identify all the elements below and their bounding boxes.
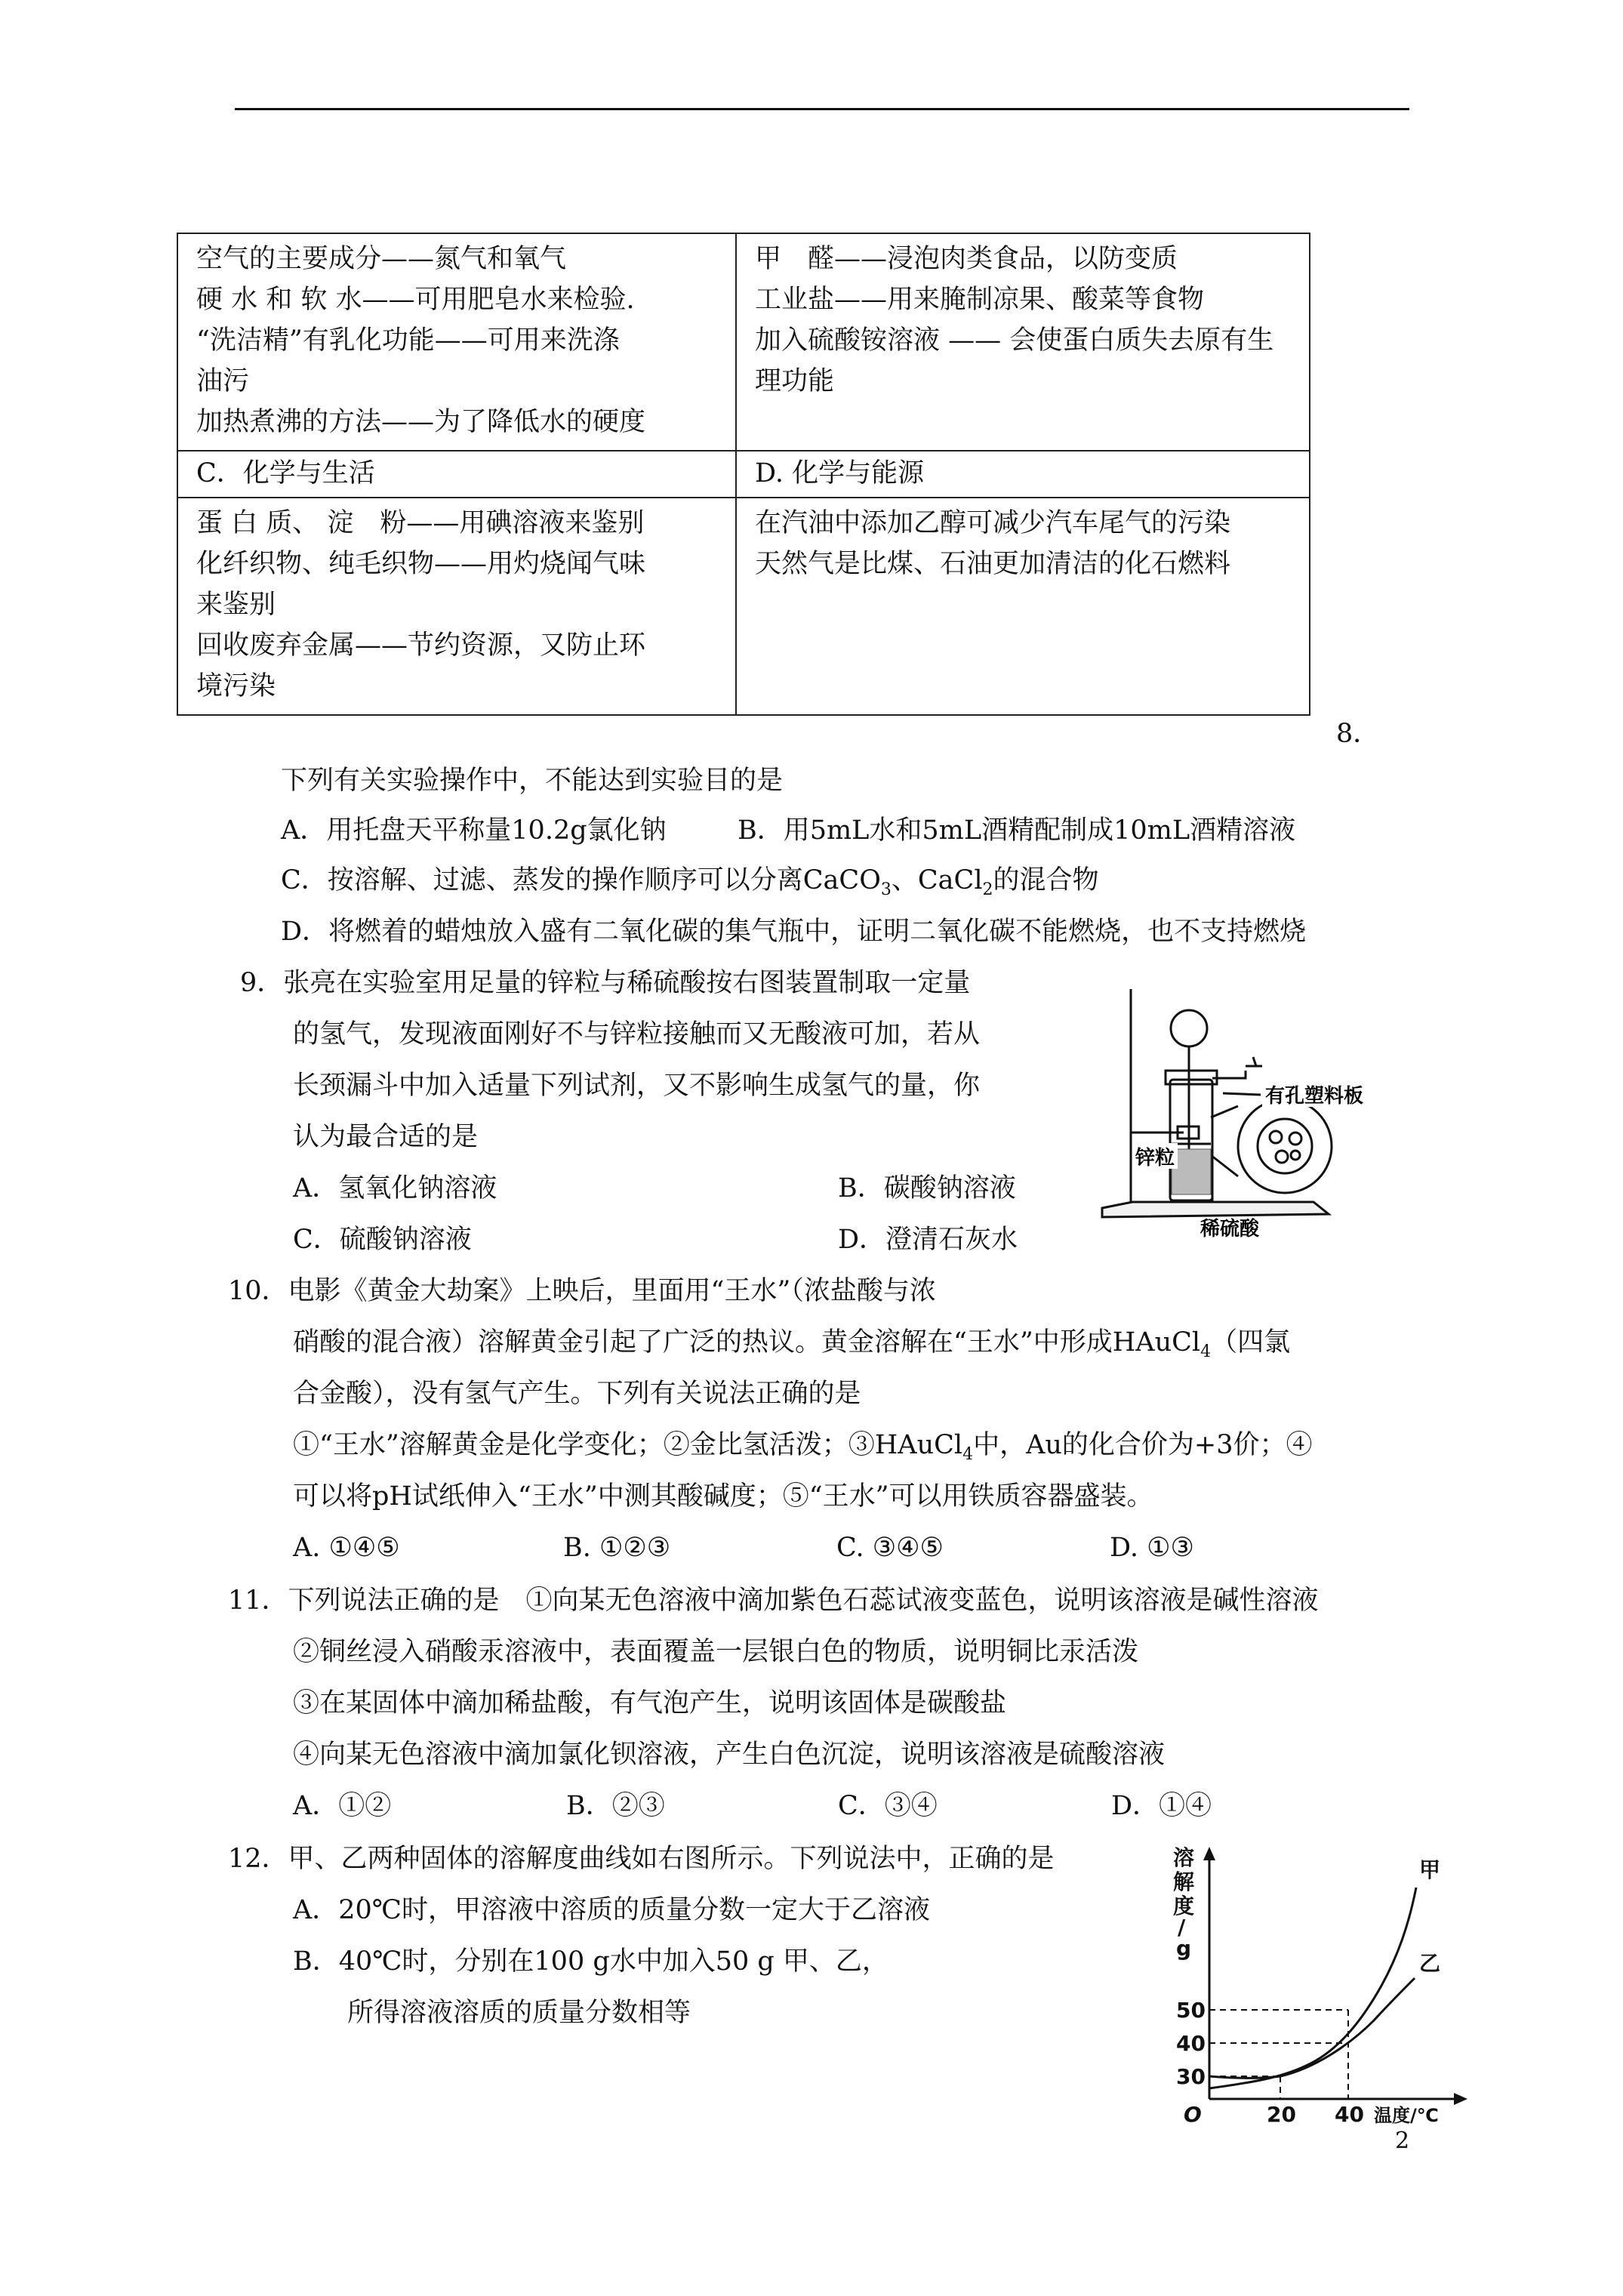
apparatus-figure (1087, 982, 1404, 1238)
q11-option-a: A．①② (293, 1791, 392, 1821)
ylabel-char-1: 溶 (1173, 1845, 1195, 1870)
q9-line-2: 的氢气，发现液面刚好不与锌粒接触而又无酸液可加，若从 (293, 1019, 981, 1049)
q10-line-2: 硝酸的混合液）溶解黄金引起了广泛的热议。黄金溶解在“王水”中形成HAuCl$_4$（四氯 (293, 1327, 1291, 1361)
q8-option-a: A．用托盘天平称量10.2g氯化钠 (281, 815, 667, 846)
q9-option-b: B．碳酸钠溶液 (838, 1173, 1016, 1203)
cell-c-header: C．化学与生活 (177, 451, 736, 498)
cell-a-body: 空气的主要成分——氮气和氧气 硬 水 和 软 水——可用肥皂水来检验. “洗洁精”有乳化功能——可用来洗涤 油污 加热煮沸的方法——为了降低水的硬度 (177, 233, 736, 451)
q10-line-1: 10．电影《黄金大劫案》上映后，里面用“王水”（浓盐酸与浓 (228, 1276, 936, 1306)
ylabel-char-3: 度 (1173, 1894, 1195, 1918)
q10-option-c: C. ③④⑤ (836, 1533, 944, 1563)
q11-line-4: ④向某无色溶液中滴加氯化钡溶液，产生白色沉淀，说明该溶液是硫酸溶液 (293, 1740, 1166, 1770)
q11-line-1: 11．下列说法正确的是 ①向某无色溶液中滴加紫色石蕊试液变蓝色，说明该溶液是碱性溶液 (228, 1586, 1319, 1616)
q10-option-b: B. ①②③ (563, 1533, 671, 1563)
xtick-20: 20 (1267, 2102, 1296, 2127)
header-rule (235, 108, 1409, 110)
cell-d-header: D. 化学与能源 (736, 451, 1310, 498)
cell-b-body: 甲 醛——浸泡肉类食品，以防变质 工业盐——用来腌制凉果、酸菜等食物 加入硫酸铵溶液 —— 会使蛋白质失去原有生 理功能 (736, 233, 1310, 451)
q10-line-5: 可以将pH试纸伸入“王水”中测其酸碱度；⑤“王水”可以用铁质容器盛装。 (293, 1481, 1153, 1512)
curve-label-yi: 乙 (1419, 1951, 1441, 1976)
ytick-30: 30 (1176, 2064, 1206, 2089)
knowledge-table (177, 233, 1310, 716)
cell-c-body: 蛋 白 质、 淀 粉——用碘溶液来鉴别 化纤织物、纯毛织物——用灼烧闻气味 来鉴别 回收废弃金属——节约资源，又防止环 境污染 (177, 498, 736, 715)
q11-option-c: C．③④ (838, 1791, 938, 1821)
q9-option-d: D．澄清石灰水 (838, 1225, 1018, 1255)
q11-option-b: B．②③ (566, 1791, 665, 1821)
q10-line-4: ①“王水”溶解黄金是化学变化；②金比氢活泼；③HAuCl$_4$中，Au的化合价为+3价；④ (293, 1430, 1313, 1464)
curve-jia (1209, 1888, 1416, 2088)
curve-label-jia: 甲 (1419, 1857, 1441, 1882)
page-number: 2 (1395, 2128, 1410, 2154)
q12-option-b: B．40℃时，分别在100 g水中加入50 g 甲、乙， (293, 1946, 888, 1977)
origin-label: O (1184, 2102, 1202, 2127)
q8-option-c: C．按溶解、过滤、蒸发的操作顺序可以分离CaCO$_3$、CaCl$_2$的混合物 (281, 865, 1099, 899)
label-acid: 稀硫酸 (1200, 1218, 1260, 1238)
label-zinc: 锌粒 (1135, 1147, 1175, 1170)
q12-line-1: 12．甲、乙两种固体的溶解度曲线如右图所示。下列说法中，正确的是 (228, 1844, 1055, 1874)
q8-option-d: D．将燃着的蜡烛放入盛有二氧化碳的集气瓶中，证明二氧化碳不能燃烧，也不支持燃烧 (281, 917, 1307, 947)
q10-option-d: D. ①③ (1110, 1533, 1194, 1563)
q8-option-b: B．用5mL水和5mL酒精配制成10mL酒精溶液 (738, 815, 1296, 846)
cell-d-body: 在汽油中添加乙醇可减少汽车尾气的污染 天然气是比煤、石油更加清洁的化石燃料 (736, 498, 1310, 715)
q11-option-d: D．①④ (1111, 1791, 1212, 1821)
ylabel-char-5: g (1176, 1936, 1192, 1961)
label-plate: 有孔塑料板 (1265, 1085, 1364, 1108)
q9-option-a: A．氢氧化钠溶液 (293, 1173, 497, 1203)
ytick-40: 40 (1176, 2031, 1206, 2056)
q9-line-3: 长颈漏斗中加入适量下列试剂，又不影响生成氢气的量，你 (293, 1071, 981, 1101)
q9-line-1: 9．张亮在实验室用足量的锌粒与稀硫酸按右图装置制取一定量 (240, 968, 971, 998)
xlabel: 温度/℃ (1374, 2105, 1439, 2126)
solubility-graph (1163, 1842, 1480, 2129)
ylabel-char-4: / (1178, 1915, 1186, 1940)
q11-line-3: ③在某固体中滴加稀盐酸，有气泡产生，说明该固体是碳酸盐 (293, 1688, 1007, 1718)
q10-line-3: 合金酸），没有氢气产生。下列有关说法正确的是 (293, 1379, 861, 1409)
q12-option-a: A．20℃时，甲溶液中溶质的质量分数一定大于乙溶液 (293, 1895, 930, 1925)
q12-option-b-cont: 所得溶液溶质的质量分数相等 (347, 1998, 691, 2028)
q9-line-4: 认为最合适的是 (293, 1122, 479, 1152)
q11-line-2: ②铜丝浸入硝酸汞溶液中，表面覆盖一层银白色的物质，说明铜比汞活泼 (293, 1637, 1139, 1667)
ylabel-char-2: 解 (1173, 1869, 1195, 1894)
ytick-50: 50 (1176, 1998, 1206, 2023)
q8-number: 8． (1336, 719, 1380, 749)
q9-option-c: C．硫酸钠溶液 (293, 1225, 472, 1255)
q10-option-a: A. ①④⑤ (293, 1533, 400, 1563)
xtick-40: 40 (1335, 2102, 1364, 2127)
q8-stem: 下列有关实验操作中，不能达到实验目的是 (281, 766, 784, 796)
